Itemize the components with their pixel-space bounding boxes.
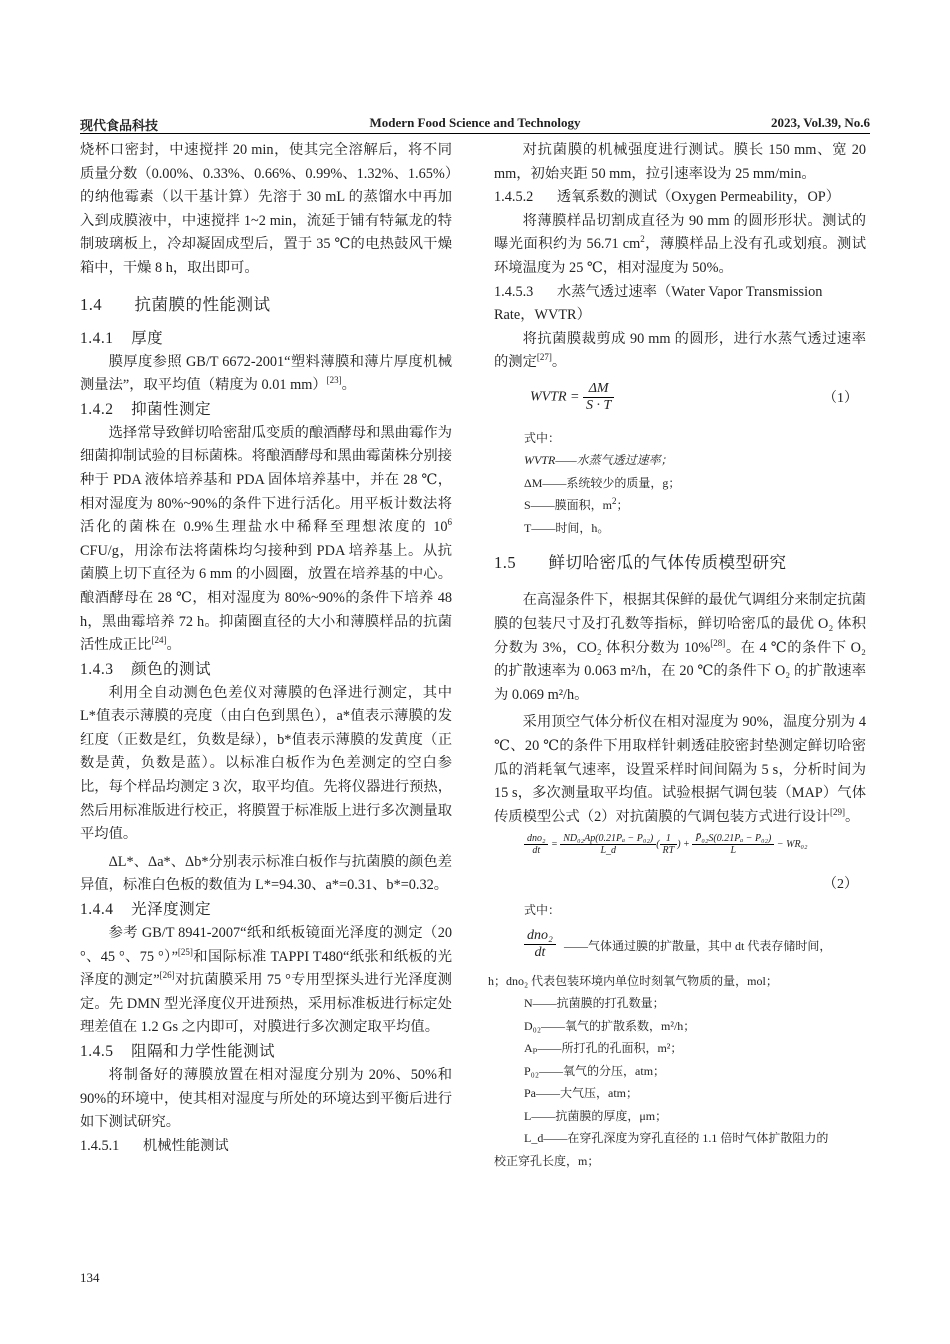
equation-body: WVTR = $\frac{\Delta M}{S \cdot T}$ bbox=[530, 381, 614, 414]
subsection-heading: 1.4.1 厚度 bbox=[80, 329, 164, 347]
subsubsection-heading: 1.4.5.2 透氧系数的测试（Oxygen Permeability，OP） bbox=[494, 189, 841, 206]
paragraph: 在高湿条件下，根据其保鲜的最优气调组分来制定抗菌膜的包装尺寸及打孔数等指标，鲜切哈密瓜的最优 O₂ 体积分数为 3%，CO₂ 体积分数为 10%[28]。在 4 ℃的条件下 O₂ 的扩散速率为 0.063 m²/h，在 20 ℃的条件下 O₂ 的扩散速率为 0.069 m²/h。 bbox=[494, 592, 866, 703]
definition: P₀₂——氧气的分压，atm； bbox=[524, 1063, 666, 1078]
equation-label: （1） bbox=[823, 390, 858, 406]
right-column bbox=[488, 139, 866, 1172]
journal-chinese-name: 现代食品科技 bbox=[80, 118, 159, 133]
definition: h；dno₂ 代表包装环境内单位时刻氧气物质的量，mol； bbox=[488, 973, 778, 988]
paragraph: ΔL*、Δa*、Δb*分别表示标准白板作与抗菌膜的颜色差异值，标准白色板的数值为 L*=94.30、a*=0.31、b*=0.32。 bbox=[80, 853, 452, 894]
paragraph: 选择常导致鲜切哈密甜瓜变质的酿酒酵母和黑曲霉作为细菌抑制试验的目标菌株。将酿酒酵母和黑曲霉菌株分别接种于 PDA 液体培养基和 PDA 固体培养基中，并在 28 ℃，相对湿度为 80%~90%的条件下进行活化。用平板计数法将活化的菌株在 0.9%生理盐水中稀释至理想浓度的 $10^6$ CFU/g，用涂布法将菌株均匀接种到 PDA 培养基上。从抗菌膜上切下直径为 6 mm 的小圆圈，放置在培养基的中心。酿酒酵母在 28 ℃，相对湿度为 80%~90%的条件下培养 48 h，黑曲霉培养 72 h。抑菌圈直径的大小和薄膜样品的抗菌活性成正比[24]。 bbox=[80, 424, 452, 654]
volume-info: 2023, Vol.39, No.6 bbox=[771, 115, 870, 130]
citation: [27] bbox=[536, 352, 552, 363]
left-column bbox=[80, 139, 452, 1158]
paragraph: 参考 GB/T 8941-2007“纸和纸板镜面光泽度的测定（20 °、45 °、75 °）”[25]和国际标准 TAPPI T480“纸张和纸板的光泽度的测定”[26]对抗菌膜采用 75 °专用型探头进行光泽度测定。先 DMN 型光泽度仪开进预热，采用标准板进行标定处理差值在 1.2 Gs 之内即可，对膜进行多次测定取平均值。 bbox=[80, 925, 452, 1036]
section-heading: 1.5 鲜切哈密瓜的气体传质模型研究 bbox=[494, 553, 787, 573]
subsection-heading: 1.4.3 颜色的测试 bbox=[80, 660, 212, 678]
definition: S——膜面积，$m^2$； bbox=[524, 496, 629, 513]
paragraph: 采用顶空气体分析仪在相对湿度为 90%，温度分别为 4 ℃、20 ℃的条件下用取样针刺透硅胶密封垫测定鲜切哈密瓜的消耗氧气速率，设置采样时间间隔为 5 s，分析时间为 15 s，多次测量取平均值。试验根据气调包装（MAP）气体传质模型公式（2）对抗菌膜的气调包装方式进行设计[29]。 bbox=[494, 714, 866, 825]
definition: 校正穿孔长度，m； bbox=[494, 1153, 600, 1168]
citation: [24] bbox=[151, 635, 167, 646]
equation-body: $\frac{\text{dno₂}}{dt}$ = $\frac{\text{ND₀₂Ap(0.21Pₐ − P₀₂)}}{L\_d}$ ( $\frac{1}{RT}$ ) + $\frac{\text{P̄₀₂S(0.21Pₐ − P₀₂)}}{L}$ − WR₀₂ bbox=[524, 833, 808, 856]
definition: D₀₂——氧气的扩散系数，m²/h； bbox=[524, 1018, 696, 1033]
equation-2 bbox=[494, 829, 866, 891]
subsubsection-heading: 1.4.5.1 机械性能测试 bbox=[80, 1137, 229, 1154]
where-label: 式中： bbox=[524, 430, 561, 445]
subsection-heading: 1.4.5 阻隔和力学性能测试 bbox=[80, 1043, 276, 1060]
definition: ΔM——系统较少的质量，g； bbox=[524, 475, 681, 490]
definition: L_d——在穿孔深度为穿孔直径的 1.1 倍时气体扩散阻力的 bbox=[524, 1131, 829, 1146]
subsection-heading: 1.4.4 光泽度测定 bbox=[80, 901, 212, 919]
paragraph: 对抗菌膜的机械强度进行测试。膜长 150 mm、宽 20 mm，初始夹距 50 mm，拉引速率设为 25 mm/min。 bbox=[494, 142, 866, 182]
subsection-heading: 1.4.2 抑菌性测定 bbox=[80, 400, 212, 418]
paragraph: 将制备好的薄膜放置在相对湿度分别为 20%、50%和 90%的环境中，使其相对湿度与所处的环境达到平衡后进行如下测试研究。 bbox=[80, 1067, 452, 1131]
definition: L——抗菌膜的厚度，μm； bbox=[524, 1108, 668, 1123]
citation: [26] bbox=[159, 970, 175, 981]
definition: N——抗菌膜的打孔数量； bbox=[524, 996, 665, 1011]
citation: [25] bbox=[177, 946, 193, 957]
citation: [28] bbox=[710, 637, 726, 648]
citation: [29] bbox=[829, 807, 845, 818]
definition: Aₚ——所打孔的孔面积，m²； bbox=[524, 1041, 683, 1056]
definition: Pa——大气压，atm； bbox=[524, 1086, 638, 1101]
paragraph: 将抗菌膜裁剪成 90 mm 的圆形，进行水蒸气透过速率的测定[27]。 bbox=[494, 330, 866, 371]
running-header bbox=[80, 115, 870, 135]
definition: dno₂ dt ——气体通过膜的扩散量，其中 dt 代表存储时间， bbox=[494, 928, 866, 970]
equation-1 bbox=[494, 375, 866, 427]
equation-label: （2） bbox=[823, 877, 858, 893]
where-label: 式中： bbox=[524, 903, 561, 918]
paragraph: 烧杯口密封，中速搅拌 20 min，使其完全溶解后，将不同质量分数（0.00%、0.33%、0.66%、0.99%、1.32%、1.65%）的纳他霉素（以干基计算）先溶于 30 mL 的蒸馏水中再加入到成膜液中，中速搅拌 1~2 min，流延于铺有特氟龙的特制玻璃板上，冷却凝固成型后，置于 35 ℃的电热鼓风干燥箱中，干燥 8 h，取出即可。 bbox=[80, 142, 452, 276]
paragraph: 利用全自动测色色差仪对薄膜的色泽进行测定，其中 L*值表示薄膜的亮度（由白色到黑色），a*值表示薄膜的发红度（正数是红，负数是绿），b*值表示薄膜的发黄度（正数是黄，负数是蓝）。以标准白板作为色差测定的空白参比，每个样品均测定 3 次，取平均值。先将仪器进行预热，然后用标准版进行校正，将膜置于标准版上进行多次测量取平均值。 bbox=[80, 684, 452, 843]
page-number: 134 bbox=[80, 1270, 100, 1285]
citation: [23] bbox=[326, 375, 342, 386]
definition: T——时间，h。 bbox=[524, 520, 610, 535]
definition: WVTR——水蒸气透过速率； bbox=[524, 453, 673, 468]
journal-english-name: Modern Food Science and Technology bbox=[369, 115, 581, 130]
section-heading: 1.4 抗菌膜的性能测试 bbox=[80, 294, 271, 314]
header-rule bbox=[80, 133, 870, 134]
subsubsection-heading: 1.4.5.3 水蒸气透过速率（Water Vapor Transmission Rate，WVTR） bbox=[494, 283, 823, 324]
paragraph: 膜厚度参照 GB/T 6672-2001“塑料薄膜和薄片厚度机械测量法”，取平均值（精度为 0.01 mm）[23]。 bbox=[80, 353, 452, 394]
paragraph: 将薄膜样品切割成直径为 90 mm 的圆形形状。测试的曝光面积约为 56.71 $cm^2$，薄膜样品上没有孔或划痕。测试环境温度为 25 ℃，相对湿度为 50%。 bbox=[494, 212, 866, 276]
